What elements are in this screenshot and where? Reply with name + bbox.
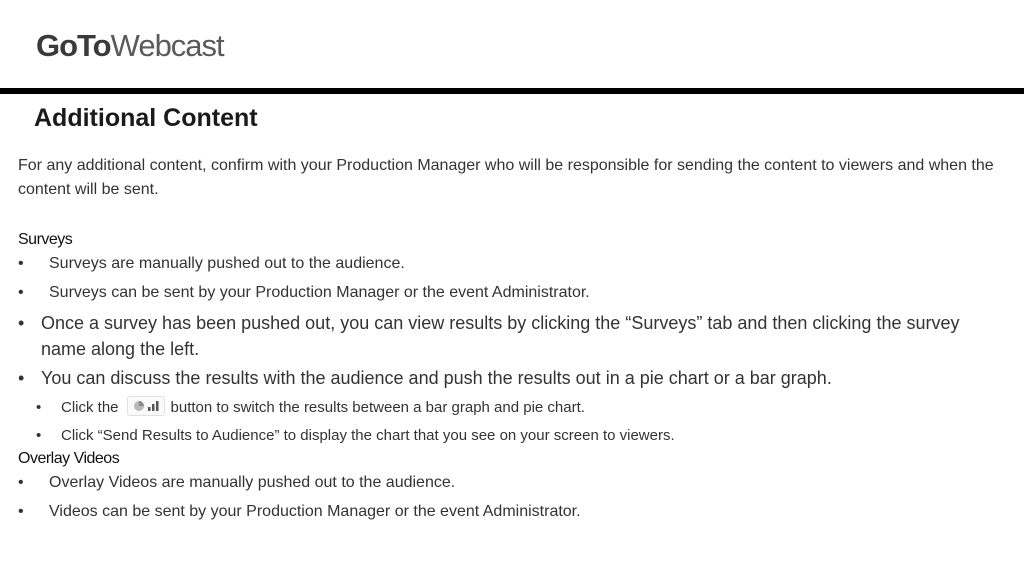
list-item bbox=[18, 365, 1008, 391]
intro-paragraph: For any additional content, confirm with your Production Manager who will be responsible for sending the content to viewers and when the content will be sent. bbox=[18, 157, 994, 198]
list-item bbox=[18, 278, 1008, 307]
header-divider bbox=[0, 88, 1024, 94]
bullet: • bbox=[18, 284, 24, 301]
page-title: Additional Content bbox=[34, 104, 258, 132]
surveys-heading: Surveys bbox=[18, 231, 73, 248]
sub-item-prefix: Click the bbox=[61, 399, 119, 416]
list-item bbox=[18, 468, 1008, 497]
bullet: • bbox=[18, 503, 24, 520]
bullet: • bbox=[18, 255, 24, 272]
gotowebcast-logo bbox=[36, 30, 224, 61]
list-item-text: Surveys can be sent by your Production Manager or the event Administrator. bbox=[49, 284, 590, 301]
sub-list-item bbox=[18, 394, 1008, 422]
sub-item-suffix: button to switch the results between a bar graph and pie chart. bbox=[170, 399, 585, 416]
list-item-text: Overlay Videos are manually pushed out to the audience. bbox=[49, 474, 456, 491]
bullet: • bbox=[36, 427, 42, 444]
list-item bbox=[18, 497, 1008, 526]
overlay-videos-heading: Overlay Videos bbox=[18, 450, 120, 467]
list-item-text: Videos can be sent by your Production Manager or the event Administrator. bbox=[49, 503, 581, 520]
list-item-text: Surveys are manually pushed out to the audience. bbox=[49, 255, 405, 272]
list-item-text: You can discuss the results with the audience and push the results out in a pie chart or a bar graph. bbox=[41, 368, 832, 388]
bullet: • bbox=[18, 368, 25, 388]
bullet: • bbox=[18, 313, 25, 333]
list-item bbox=[18, 249, 1008, 278]
list-item bbox=[18, 310, 1008, 362]
logo-goto-text: GoTo bbox=[36, 28, 111, 63]
sub-item-text: Click “Send Results to Audience” to display the chart that you see on your screen to viewers. bbox=[61, 427, 675, 444]
list-item-text: Once a survey has been pushed out, you can view results by clicking the “Surveys” tab and then clicking the survey name along the left. bbox=[41, 313, 960, 359]
content-body bbox=[18, 154, 1008, 526]
bullet: • bbox=[18, 474, 24, 491]
bullet: • bbox=[36, 399, 42, 416]
pie-bar-chart-toggle-icon bbox=[127, 396, 165, 416]
logo-webcast-text: Webcast bbox=[110, 28, 224, 63]
sub-list-item bbox=[18, 422, 1008, 450]
